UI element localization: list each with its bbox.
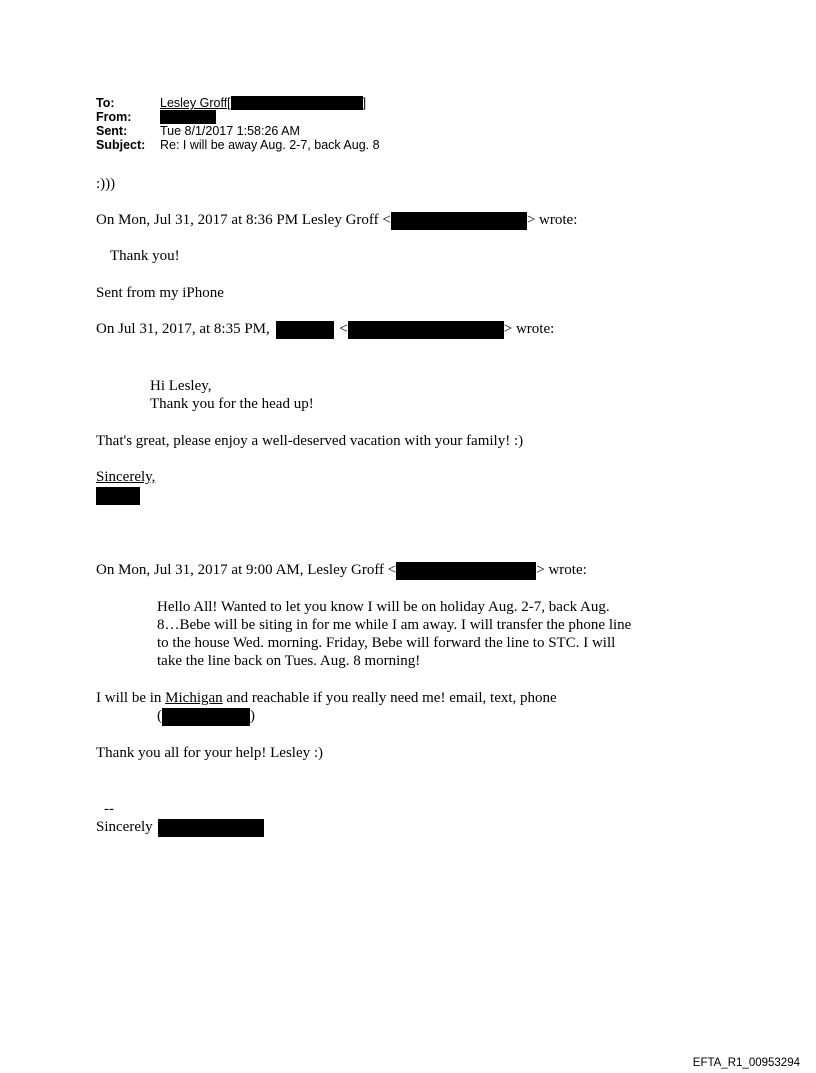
email-header <box>96 96 380 152</box>
signature-dashes: -- <box>104 801 114 817</box>
redacted-from <box>160 110 216 124</box>
quote3-attribution <box>96 561 587 580</box>
redacted-signature-2 <box>158 819 264 837</box>
sincerely-line-2 <box>96 818 264 837</box>
thanks-all-line: Thank you all for your help! Lesley :) <box>96 745 324 761</box>
redacted-quote2-email <box>348 321 504 339</box>
thank-you-line: Thank you! <box>110 248 180 264</box>
sincerely-word-1: Sincerely, <box>96 469 156 485</box>
michigan-word: Michigan <box>165 690 223 706</box>
to-open-bracket: [ <box>227 96 231 110</box>
redacted-quote3-email <box>396 562 536 580</box>
quote2-attribution <box>96 320 554 339</box>
quote2-mid: < <box>339 321 348 337</box>
document-id: EFTA_R1_00953294 <box>692 1057 800 1069</box>
sent-value: Tue 8/1/2017 1:58:26 AM <box>160 124 300 138</box>
redacted-to-email <box>231 96 363 110</box>
hi-lesley: Hi Lesley, <box>150 378 212 394</box>
subject-row <box>96 138 380 152</box>
michigan-post: and reachable if you really need me! email, text, phone <box>222 690 557 706</box>
quote2-post: > wrote: <box>503 321 555 337</box>
holiday-line-1: Hello All! Wanted to let you know I will be on holiday Aug. 2-7, back Aug. <box>157 599 610 615</box>
quote2-pre: On Jul 31, 2017, at 8:35 PM, <box>96 321 270 337</box>
quote1-post: > wrote: <box>526 212 578 228</box>
paren-open: ( <box>157 708 162 724</box>
holiday-line-2: 8…Bebe will be siting in for me while I am away. I will transfer the phone line <box>157 617 632 633</box>
redacted-quote2-name <box>276 321 334 339</box>
sent-row <box>96 124 380 138</box>
holiday-line-4: take the line back on Tues. Aug. 8 morning! <box>157 653 421 669</box>
subject-value: Re: I will be away Aug. 2-7, back Aug. 8 <box>160 138 380 152</box>
sincerely-line-1 <box>96 468 155 486</box>
sent-label: Sent: <box>96 124 128 138</box>
quote1-pre: On Mon, Jul 31, 2017 at 8:36 PM Lesley Groff < <box>96 212 391 228</box>
from-value <box>160 110 216 124</box>
quote3-pre: On Mon, Jul 31, 2017 at 9:00 AM, Lesley Groff < <box>96 562 397 578</box>
smiley-line: :))) <box>96 176 116 192</box>
michigan-pre: I will be in <box>96 690 166 706</box>
to-row <box>96 96 380 110</box>
holiday-paragraph <box>157 598 631 670</box>
from-row <box>96 110 380 124</box>
phone-line <box>157 707 255 726</box>
paren-close: ) <box>250 708 255 724</box>
to-name: Lesley Groff <box>160 96 228 110</box>
holiday-line-3: to the house Wed. morning. Friday, Bebe will forward the line to STC. I will <box>157 635 616 651</box>
thanks-head-up: Thank you for the head up! <box>150 396 314 412</box>
subject-label: Subject: <box>96 138 146 152</box>
quote3-post: > wrote: <box>536 562 587 578</box>
michigan-line <box>96 689 557 707</box>
quote1-attribution <box>96 211 577 230</box>
sent-from-iphone: Sent from my iPhone <box>96 285 224 301</box>
enjoy-vacation-line: That's great, please enjoy a well-deserved vacation with your family! :) <box>96 433 524 449</box>
to-value <box>160 96 366 110</box>
to-label: To: <box>96 96 115 110</box>
sincerely-word-2: Sincerely <box>96 819 153 835</box>
redacted-quote1-email <box>391 212 527 230</box>
redacted-phone <box>162 708 250 726</box>
redacted-signature-1 <box>96 487 140 505</box>
from-label: From: <box>96 110 132 124</box>
to-close-bracket: ] <box>362 96 367 110</box>
